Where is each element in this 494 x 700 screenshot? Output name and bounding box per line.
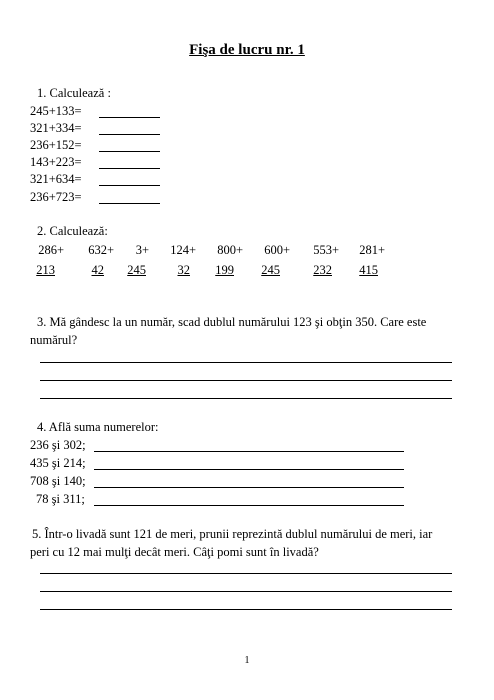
ex2-heading: 2. Calculează: xyxy=(37,224,108,238)
answer-line xyxy=(94,487,404,488)
addend-bottom: 213 xyxy=(36,263,55,277)
addend-top: 286+ xyxy=(38,243,64,257)
ex4-heading: 4. Află suma numerelor: xyxy=(37,420,159,434)
ex1-item: 321+334= xyxy=(30,121,82,135)
ex5-text-line2: peri cu 12 mai mulţi decât meri. Câţi pomi sunt în livadă? xyxy=(30,545,319,559)
ex1-item: 236+723= xyxy=(30,190,82,204)
answer-line xyxy=(40,609,452,610)
answer-line xyxy=(40,573,452,574)
ex1-item: 245+133= xyxy=(30,104,82,118)
answer-line xyxy=(40,591,452,592)
answer-line xyxy=(94,505,404,506)
ex1-heading: 1. Calculează : xyxy=(37,86,111,100)
answer-line xyxy=(40,380,452,381)
answer-line xyxy=(94,469,404,470)
addend-bottom: 245 xyxy=(261,263,280,277)
addend-bottom: 42 xyxy=(91,263,104,277)
addend-top: 3+ xyxy=(135,243,149,257)
ex1-item: 236+152= xyxy=(30,138,82,152)
addend-bottom: 32 xyxy=(177,263,190,277)
ex4-item: 435 şi 214; xyxy=(30,456,86,470)
answer-line xyxy=(40,398,452,399)
addend-bottom: 199 xyxy=(215,263,234,277)
ex3-text-line2: numărul? xyxy=(30,333,78,347)
answer-line xyxy=(94,451,404,452)
addend-top: 632+ xyxy=(88,243,114,257)
ex3-text-line1: 3. Mă gândesc la un număr, scad dublul numărului 123 şi obţin 350. Care este xyxy=(37,315,427,329)
page-number: 1 xyxy=(244,655,250,666)
addend-top: 800+ xyxy=(217,243,243,257)
ex4-item: 708 şi 140; xyxy=(30,474,86,488)
addend-bottom: 245 xyxy=(127,263,146,277)
ex4-item: 236 şi 302; xyxy=(30,438,86,452)
addend-top: 281+ xyxy=(359,243,385,257)
answer-line xyxy=(99,185,160,186)
addend-top: 124+ xyxy=(170,243,196,257)
addend-top: 553+ xyxy=(313,243,339,257)
ex1-item: 321+634= xyxy=(30,172,82,186)
answer-line xyxy=(99,117,160,118)
ex4-item: 78 şi 311; xyxy=(36,492,85,506)
ex5-text-line1: 5. Într-o livadă sunt 121 de meri, prunii reprezintă dublul numărului de meri, iar xyxy=(32,527,433,541)
addend-top: 600+ xyxy=(264,243,290,257)
answer-line xyxy=(40,362,452,363)
answer-line xyxy=(99,168,160,169)
answer-line xyxy=(99,134,160,135)
ex1-item: 143+223= xyxy=(30,155,82,169)
addend-bottom: 232 xyxy=(313,263,332,277)
answer-line xyxy=(99,151,160,152)
page-title: Fişa de lucru nr. 1 xyxy=(189,42,305,58)
answer-line xyxy=(99,203,160,204)
addend-bottom: 415 xyxy=(359,263,378,277)
